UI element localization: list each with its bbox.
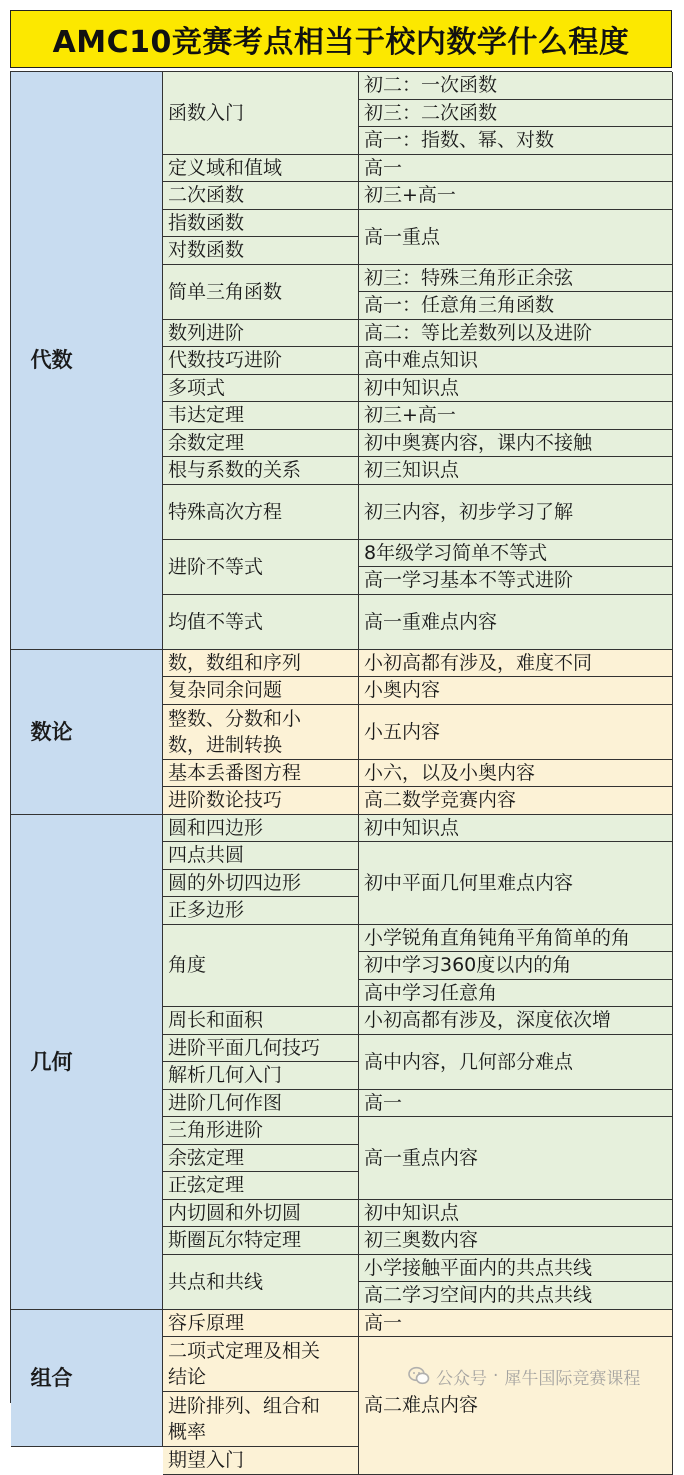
topic-cell xyxy=(163,1337,359,1392)
level-cell: 初中知识点 xyxy=(359,375,673,403)
level-cell: 初三奥数内容 xyxy=(359,1227,673,1255)
category-algebra: 代数 xyxy=(11,72,163,650)
level-cell: 初三+高一 xyxy=(359,402,673,430)
topic-cell: 简单三角函数 xyxy=(163,265,359,320)
topic-cell: 对数函数 xyxy=(163,237,359,265)
topic-cell: 四点共圆 xyxy=(163,842,359,870)
level-cell: 小学接触平面内的共点共线 xyxy=(359,1255,673,1283)
level-cell: 初二：一次函数 xyxy=(359,72,673,100)
watermark-separator: · xyxy=(493,1366,499,1386)
topic-cell: 共点和共线 xyxy=(163,1255,359,1310)
topic-cell: 斯圈瓦尔特定理 xyxy=(163,1227,359,1255)
topic-line: 概率 xyxy=(168,1421,207,1443)
topic-cell: 二次函数 xyxy=(163,182,359,210)
level-cell: 小初高都有涉及，深度依次增 xyxy=(359,1007,673,1035)
level-cell: 初三知识点 xyxy=(359,457,673,485)
topic-cell: 周长和面积 xyxy=(163,1007,359,1035)
level-cell: 高一 xyxy=(359,155,673,183)
topic-cell: 进阶平面几何技巧 xyxy=(163,1035,359,1063)
watermark xyxy=(408,1363,640,1389)
level-cell: 高二学习空间内的共点共线 xyxy=(359,1282,673,1310)
level-cell: 高二：等比差数列以及进阶 xyxy=(359,320,673,348)
level-cell: 高一重点 xyxy=(359,210,673,265)
level-cell: 高中内容，几何部分难点 xyxy=(359,1035,673,1090)
topic-table xyxy=(10,71,672,1472)
category-number-theory: 数论 xyxy=(11,650,163,815)
topic-line: 数，进制转换 xyxy=(168,733,283,756)
topic-line: 整数、分数和小 xyxy=(168,707,302,730)
level-cell: 小五内容 xyxy=(359,705,673,760)
topic-line: 进阶排列、组合和 xyxy=(168,1395,321,1417)
topic-cell: 圆的外切四边形 xyxy=(163,870,359,898)
topic-line: 二项式定理及相关 xyxy=(168,1340,321,1362)
topic-cell: 余弦定理 xyxy=(163,1145,359,1173)
level-cell: 高一 xyxy=(359,1310,673,1338)
topic-cell: 特殊高次方程 xyxy=(163,485,359,540)
topic-cell: 正弦定理 xyxy=(163,1172,359,1200)
topic-line: 结论 xyxy=(168,1366,207,1388)
topic-cell: 多项式 xyxy=(163,375,359,403)
level-cell: 初中学习360度以内的角 xyxy=(359,952,673,980)
level-cell: 初三：特殊三角形正余弦 xyxy=(359,265,673,293)
category-combinatorics: 组合 xyxy=(11,1310,163,1448)
topic-cell: 定义域和值域 xyxy=(163,155,359,183)
topic-cell: 正多边形 xyxy=(163,897,359,925)
level-cell: 高二难点内容 xyxy=(359,1337,673,1475)
level-cell: 初三内容，初步学习了解 xyxy=(359,485,673,540)
level-cell: 小六，以及小奥内容 xyxy=(359,760,673,788)
level-cell: 高一学习基本不等式进阶 xyxy=(359,567,673,595)
topic-cell: 进阶几何作图 xyxy=(163,1090,359,1118)
topic-cell: 余数定理 xyxy=(163,430,359,458)
level-cell: 小初高都有涉及，难度不同 xyxy=(359,650,673,678)
level-cell: 初三+高一 xyxy=(359,182,673,210)
level-cell: 高一重点内容 xyxy=(359,1117,673,1200)
page-title: AMC10竞赛考点相当于校内数学什么程度 xyxy=(10,10,672,68)
level-cell: 初中奥赛内容，课内不接触 xyxy=(359,430,673,458)
topic-cell xyxy=(163,1392,359,1447)
topic-cell: 角度 xyxy=(163,925,359,1008)
level-cell: 高中学习任意角 xyxy=(359,980,673,1008)
topic-cell: 三角形进阶 xyxy=(163,1117,359,1145)
topic-cell: 均值不等式 xyxy=(163,595,359,650)
level-cell: 初中知识点 xyxy=(359,815,673,843)
level-cell: 高中难点知识 xyxy=(359,347,673,375)
topic-cell: 解析几何入门 xyxy=(163,1062,359,1090)
topic-cell: 圆和四边形 xyxy=(163,815,359,843)
level-cell: 8年级学习简单不等式 xyxy=(359,540,673,568)
topic-cell: 指数函数 xyxy=(163,210,359,238)
level-cell: 高一：指数、幂、对数 xyxy=(359,127,673,155)
topic-cell: 数列进阶 xyxy=(163,320,359,348)
level-cell: 高二数学竞赛内容 xyxy=(359,787,673,815)
level-cell: 小奥内容 xyxy=(359,677,673,705)
level-cell: 高一 xyxy=(359,1090,673,1118)
topic-cell: 容斥原理 xyxy=(163,1310,359,1338)
topic-cell: 函数入门 xyxy=(163,72,359,155)
topic-cell: 复杂同余问题 xyxy=(163,677,359,705)
level-cell: 高一重难点内容 xyxy=(359,595,673,650)
topic-cell: 韦达定理 xyxy=(163,402,359,430)
level-cell: 初三：二次函数 xyxy=(359,100,673,128)
topic-cell xyxy=(163,705,359,760)
topic-cell: 数，数组和序列 xyxy=(163,650,359,678)
topic-cell: 基本丢番图方程 xyxy=(163,760,359,788)
topic-cell: 内切圆和外切圆 xyxy=(163,1200,359,1228)
wechat-icon xyxy=(408,1365,430,1387)
topic-cell: 根与系数的关系 xyxy=(163,457,359,485)
level-cell: 小学锐角直角钝角平角简单的角 xyxy=(359,925,673,953)
topic-cell: 进阶数论技巧 xyxy=(163,787,359,815)
watermark-source: 公众号 xyxy=(436,1368,487,1389)
topic-cell: 期望入门 xyxy=(163,1447,359,1475)
category-geometry: 几何 xyxy=(11,815,163,1310)
level-cell: 初中平面几何里难点内容 xyxy=(359,842,673,925)
topic-cell: 代数技巧进阶 xyxy=(163,347,359,375)
level-cell: 初中知识点 xyxy=(359,1200,673,1228)
watermark-account: 犀牛国际竞赛课程 xyxy=(504,1368,641,1389)
topic-cell: 进阶不等式 xyxy=(163,540,359,595)
level-cell: 高一：任意角三角函数 xyxy=(359,292,673,320)
